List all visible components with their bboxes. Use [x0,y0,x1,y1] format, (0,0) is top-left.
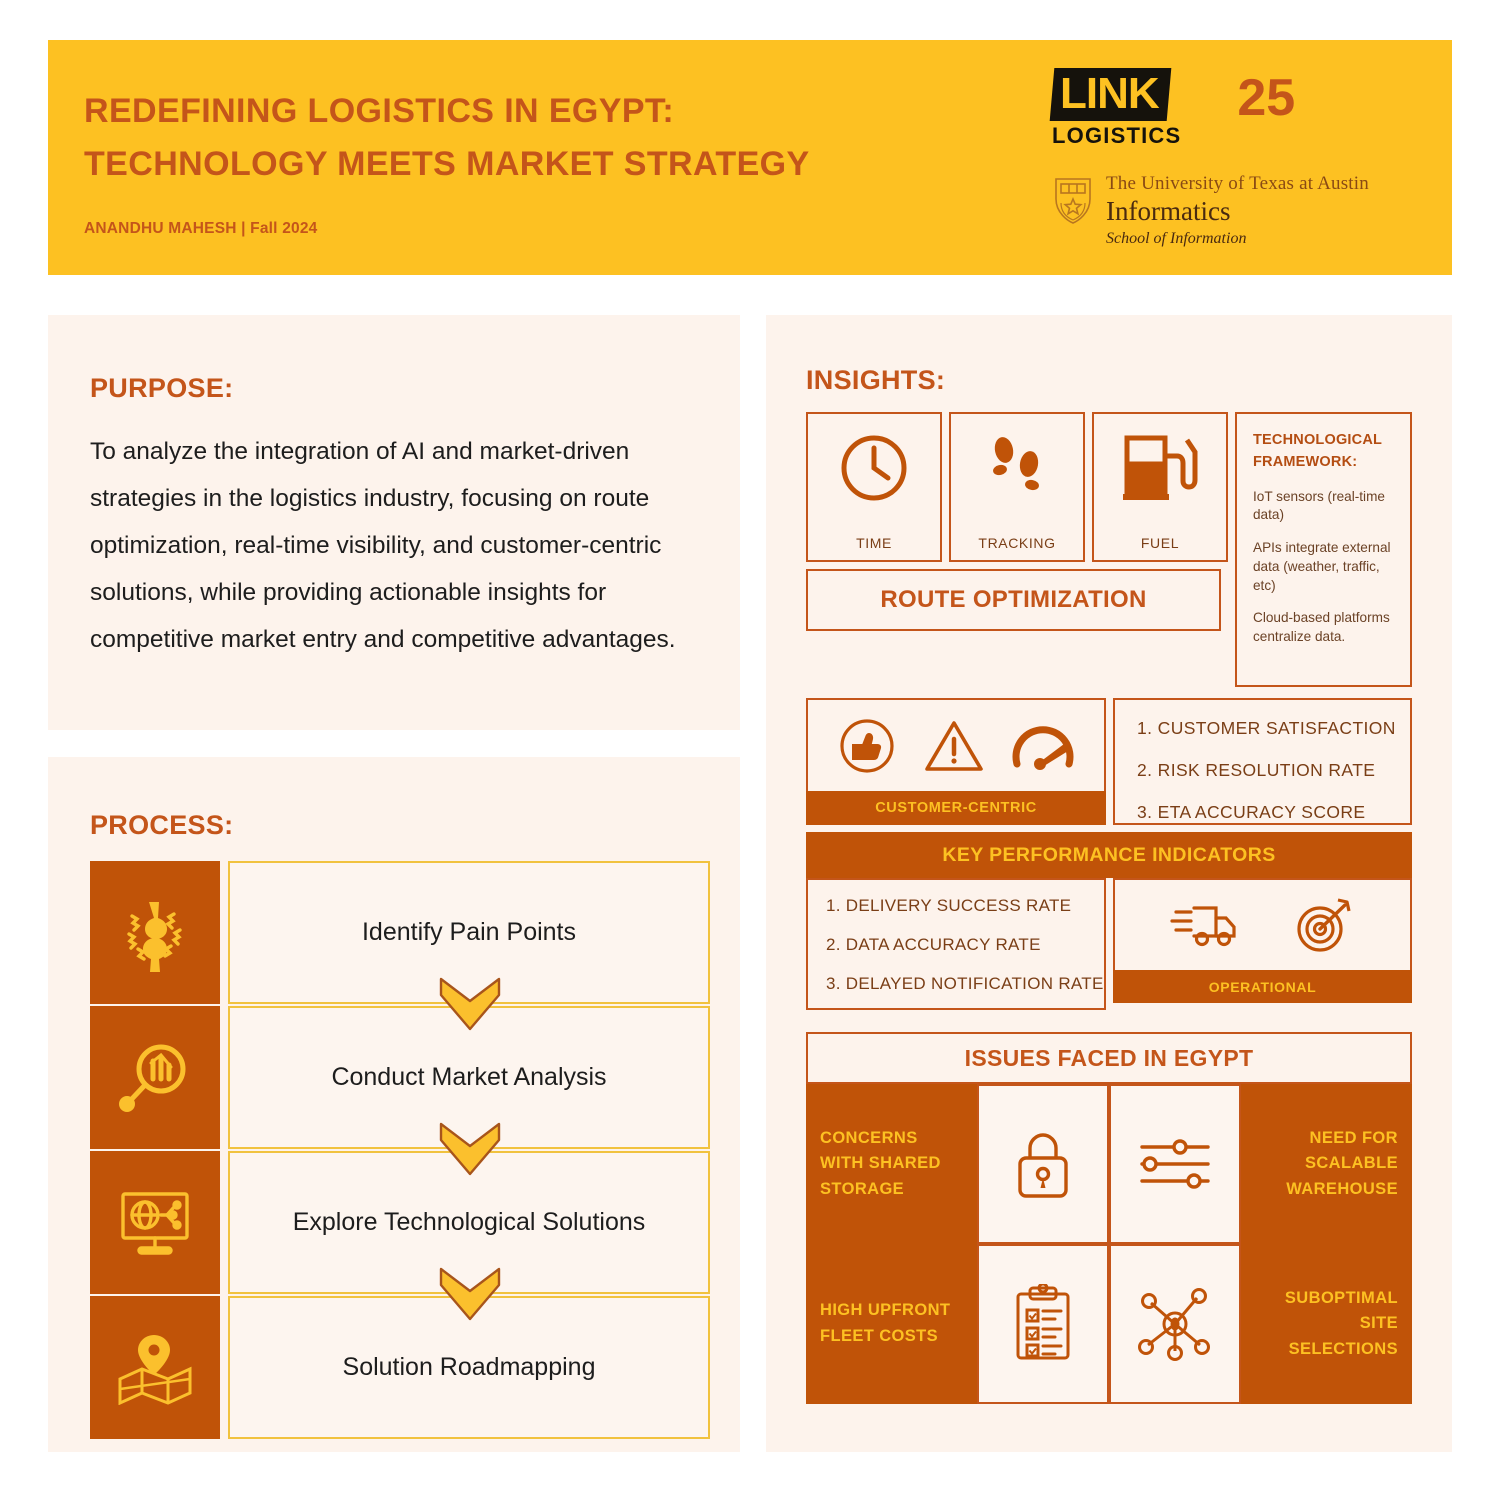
warning-triangle-icon [924,718,984,774]
kpi-item: 1. DELIVERY SUCCESS RATE [826,896,1072,915]
process-panel [48,757,740,1452]
insight-card-fuel[interactable] [1092,412,1228,562]
issue-label: NEED FOR SCALABLE WAREHOUSE [1286,1128,1398,1198]
tech-framework-item: APIs integrate external data (weather, traffic, etc) [1253,540,1391,593]
insight-card-label: TIME [856,535,892,551]
process-step-label: Conduct Market Analysis [228,1006,710,1149]
issue-text-wrap [1241,1084,1412,1244]
purpose-heading: PURPOSE: [90,373,234,403]
process-step-3[interactable] [90,1151,710,1294]
kpi-banner [806,832,1412,878]
clipboard-checklist-icon [977,1244,1109,1404]
process-step-1[interactable] [90,861,710,1004]
customer-centric-label: CUSTOMER-CENTRIC [875,800,1037,816]
issues-heading: ISSUES FACED IN EGYPT [964,1044,1254,1071]
issue-text-wrap [1241,1244,1412,1404]
title-line-1: REDEFINING LOGISTICS IN EGYPT: [84,92,675,130]
issue-number: 25 [1237,69,1296,127]
operational-block [1113,878,1412,1010]
ut-austin-logo [1052,173,1369,248]
insight-icon-card-list [806,412,1228,562]
kpi-item: 2. RISK RESOLUTION RATE [1137,760,1376,780]
magnifier-chart-icon [90,1006,220,1149]
logistics-wordmark: LOGISTICS [1052,123,1182,148]
process-step-label: Explore Technological Solutions [228,1151,710,1294]
customer-centric-row [806,687,1412,825]
insights-panel [766,315,1452,1452]
ut-university-name: The University of Texas at Austin [1106,173,1369,194]
speedometer-icon [1012,718,1074,774]
purpose-body-text: To analyze the integration of AI and market-driven strategies in the logistics industry, focusing on route optimization, real-time visibility, and customer-centric solutions, while providing actionable insights for competitive market entry and competitive advantages. [90,438,676,654]
issue-label: HIGH UPFRONT FLEET COSTS [820,1301,951,1345]
issue-label: SUBOPTIMAL SITE SELECTIONS [1284,1288,1398,1358]
tech-framework-title-line2: FRAMEWORK: [1253,453,1358,470]
process-step-label: Solution Roadmapping [228,1296,710,1439]
fuel-pump-icon [1119,430,1201,508]
customer-centric-block [806,698,1106,825]
insights-top-row [806,412,1412,687]
ut-school-name: School of Information [1106,229,1247,247]
process-arrow-icon [437,1263,503,1325]
tech-framework-item: IoT sensors (real-time data) [1253,488,1385,523]
page-title [84,85,1052,190]
author-byline: ANANDHU MAHESH | Fall 2024 [84,220,318,238]
customer-centric-icon-row [806,698,1106,791]
header-title-block [48,40,1052,275]
process-step-2[interactable] [90,1006,710,1149]
customer-centric-banner [806,791,1106,825]
footprints-icon [978,430,1056,508]
target-arrow-icon [1293,896,1355,954]
issue-text-wrap [806,1084,977,1244]
insight-card-tracking[interactable] [949,412,1085,562]
brand-row [1052,68,1295,147]
kpi-item: 3. ETA ACCURACY SCORE [1137,802,1366,822]
operational-label: OPERATIONAL [1208,978,1317,995]
route-optimization-banner [806,569,1221,631]
kpi-item: 3. DELAYED NOTIFICATION RATE [826,974,1104,993]
tech-framework-title [1253,430,1396,474]
link-wordmark-text: LINK [1060,69,1159,118]
process-heading: PROCESS: [90,810,234,840]
issues-section [806,1032,1412,1404]
issues-heading-bar [806,1032,1412,1084]
padlock-icon [977,1084,1109,1244]
technological-framework-box [1235,412,1412,687]
issue-card-shared-storage[interactable] [806,1084,1109,1244]
kpi-banner-label: KEY PERFORMANCE INDICATORS [942,843,1276,866]
purpose-panel [48,315,740,730]
ut-program-name: Informatics [1106,195,1231,226]
issue-card-scalable-warehouse[interactable] [1109,1084,1412,1244]
issue-text-wrap [806,1244,977,1404]
issue-label: CONCERNS WITH SHARED STORAGE [820,1128,941,1198]
operational-banner [1113,970,1412,1003]
insight-card-label: FUEL [1140,535,1180,551]
clock-icon [835,430,913,508]
sliders-icon [1109,1084,1241,1244]
operational-kpi-list [806,878,1106,1010]
process-step-list [90,861,710,1441]
customer-centric-kpi-list [1113,698,1412,825]
insights-heading: INSIGHTS: [806,365,946,395]
poster-header [48,40,1452,275]
thumbs-up-circle-icon [838,717,896,775]
insights-content [806,412,1412,1404]
insight-card-label: TRACKING [978,535,1056,551]
process-arrow-icon [437,1118,503,1180]
ut-text-block [1106,173,1369,248]
monitor-network-icon [90,1151,220,1294]
title-line-2: TECHNOLOGY MEETS MARKET STRATEGY [84,144,810,183]
issue-card-site-selection[interactable] [1109,1244,1412,1404]
joint-pain-icon [90,861,220,1004]
tech-framework-title-line1: TECHNOLOGICAL [1253,432,1383,448]
insight-card-time[interactable] [806,412,942,562]
header-branding [1052,40,1452,275]
kpi-item: 1. CUSTOMER SATISFACTION [1137,718,1396,738]
tech-framework-item: Cloud-based platforms centralize data. [1253,610,1390,644]
process-step-4[interactable] [90,1296,710,1439]
process-arrow-icon [437,973,503,1035]
insights-left-column [806,412,1228,687]
issues-grid [806,1084,1412,1404]
process-step-label: Identify Pain Points [228,861,710,1004]
link-wordmark [1050,68,1171,121]
operational-row [806,878,1412,1010]
kpi-item: 2. DATA ACCURACY RATE [826,935,1041,954]
network-nodes-icon [1109,1244,1241,1404]
operational-icon-row [1113,878,1412,970]
ut-shield-icon [1052,175,1094,232]
link-logistics-logo [1052,68,1181,147]
delivery-truck-icon [1170,898,1244,952]
issue-card-fleet-costs[interactable] [806,1244,1109,1404]
map-pin-icon [90,1296,220,1439]
route-optimization-label: ROUTE OPTIMIZATION [880,586,1147,613]
